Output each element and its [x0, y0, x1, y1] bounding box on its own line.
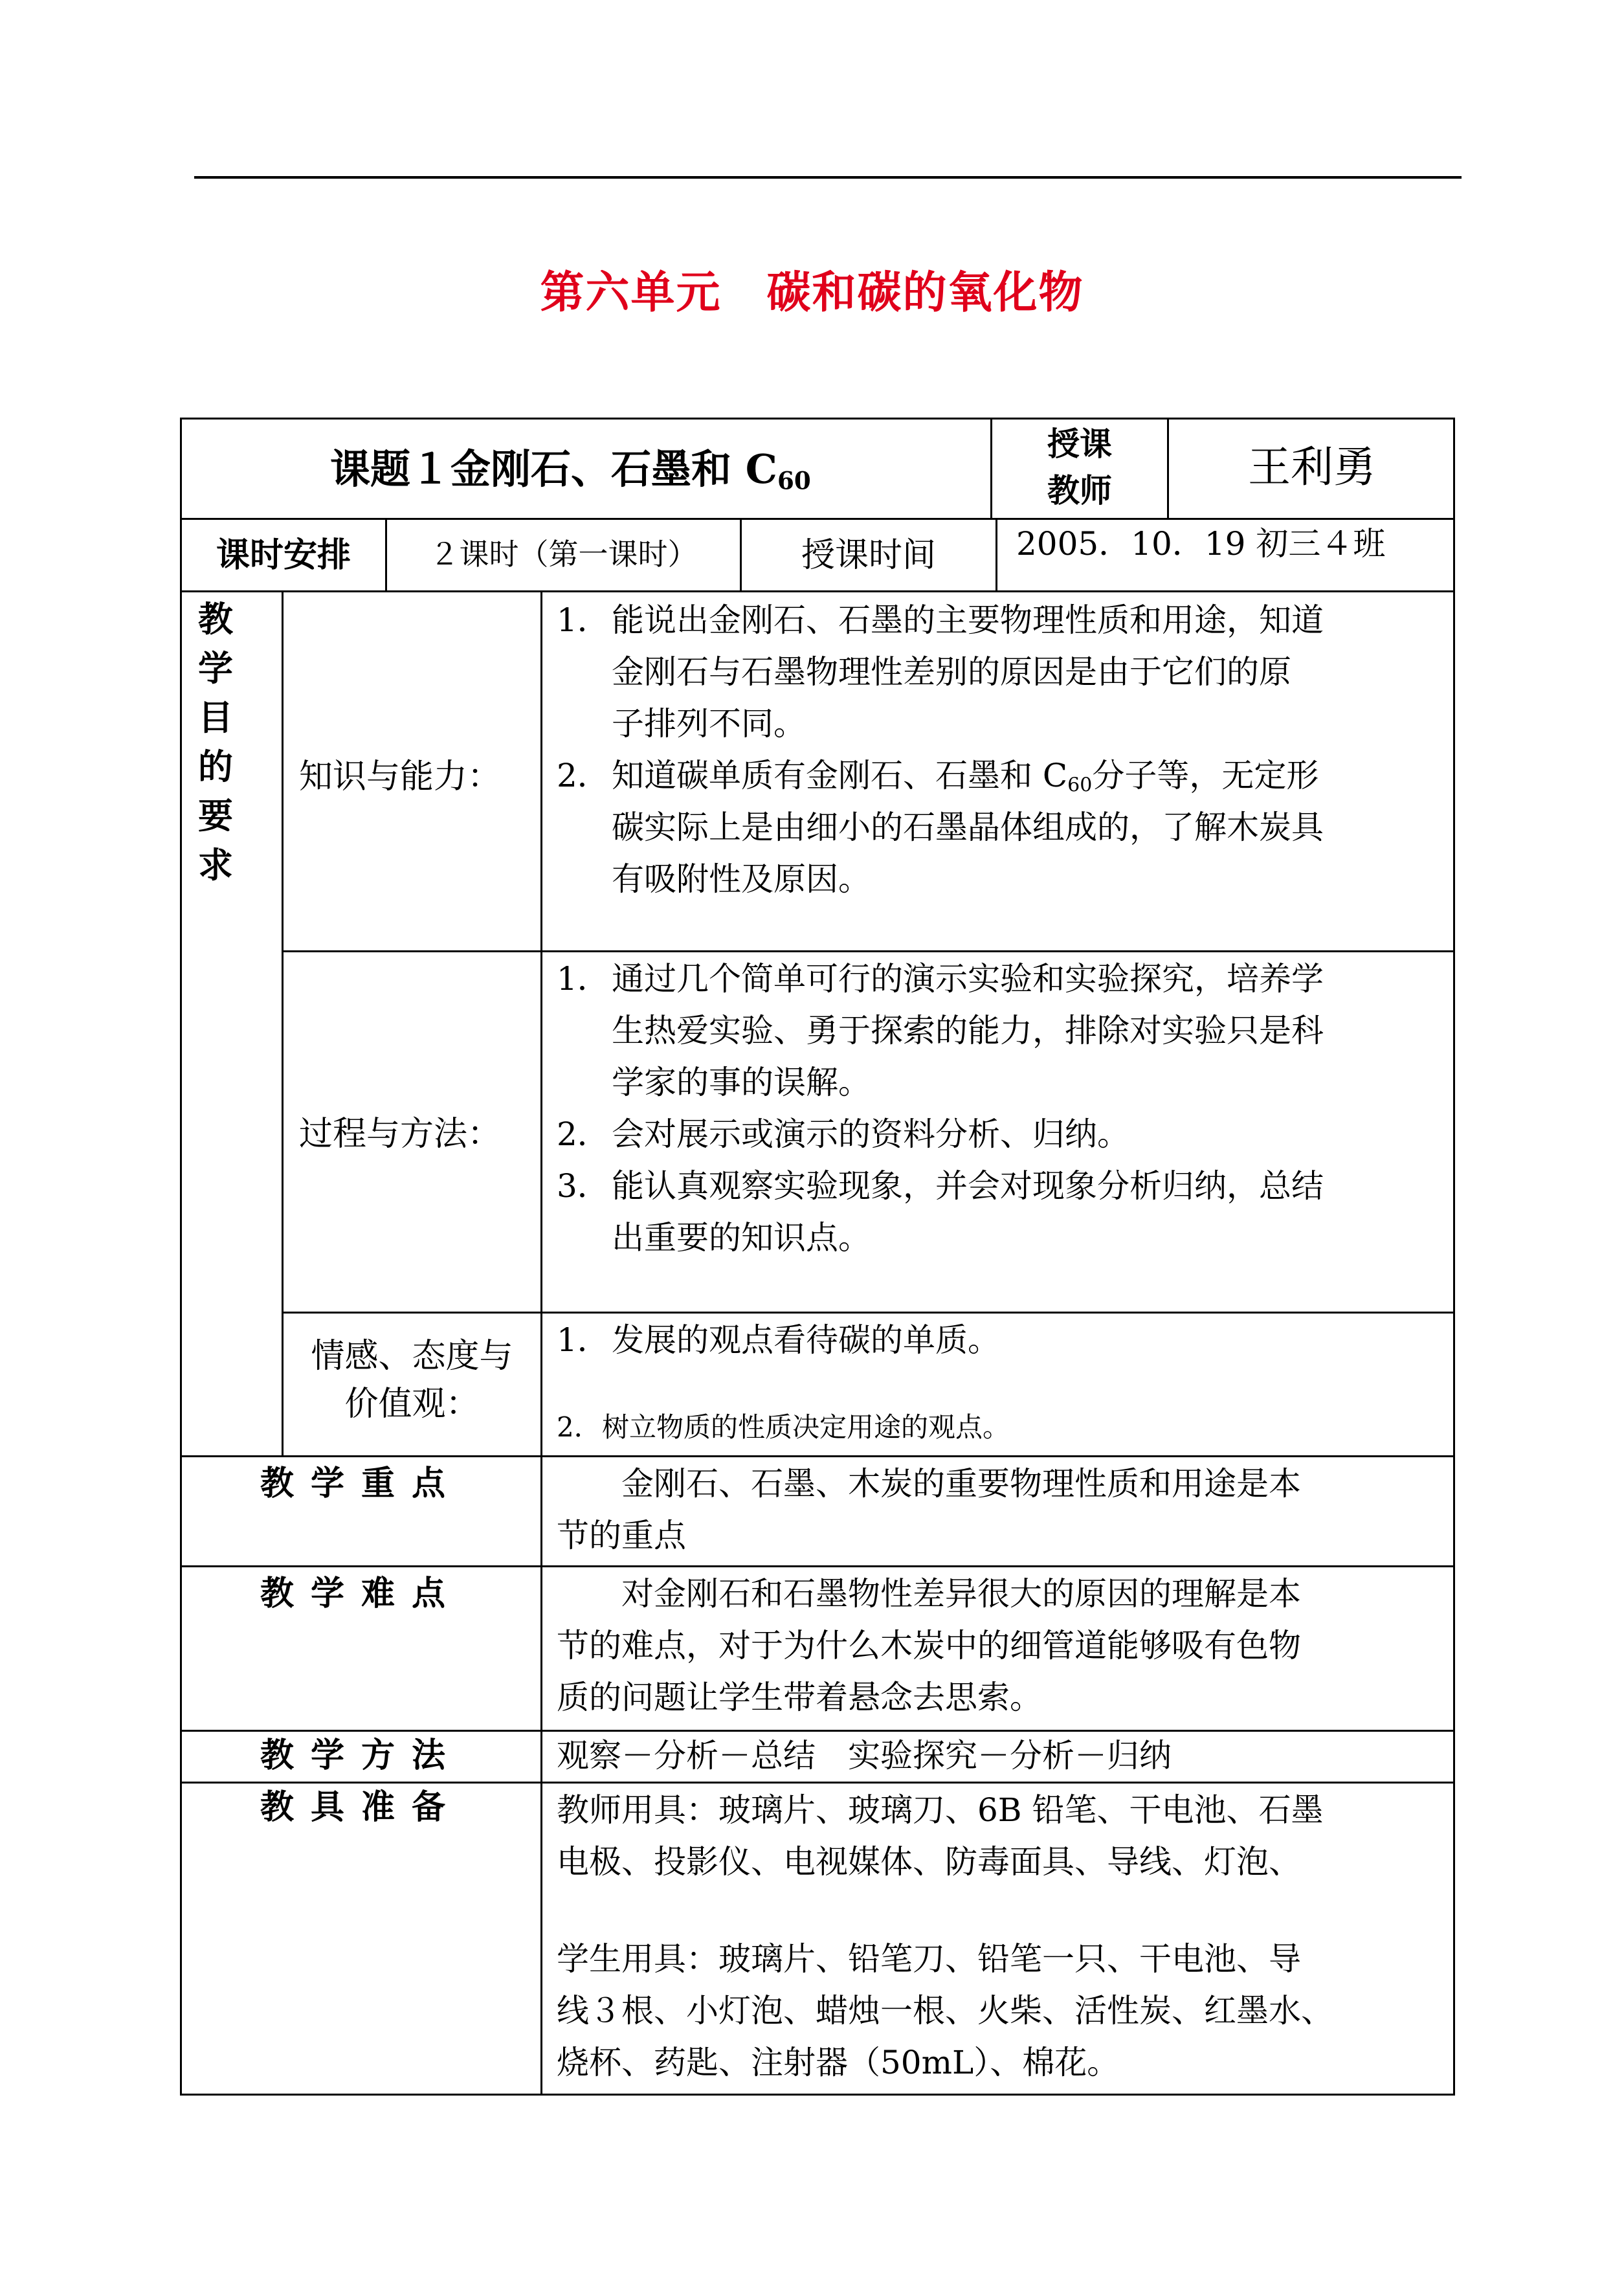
row-divider: [282, 950, 1455, 952]
key-points-text: [557, 1458, 1443, 1561]
para-line: 节的重点: [557, 1517, 686, 1554]
schedule-label: 课时安排: [216, 535, 351, 575]
item-number: 2．: [557, 1411, 601, 1443]
emotion-item: [557, 1314, 1443, 1366]
objectives-label-char: 学: [198, 647, 233, 689]
row-divider: [180, 590, 1455, 592]
difficulties-text: [557, 1568, 1443, 1723]
page-title: 第六单元 碳和碳的氧化物: [540, 267, 1084, 319]
process-item: [557, 953, 1443, 1108]
teacher-label-line1: 授课: [1047, 425, 1112, 463]
item-number: 3．: [557, 1167, 610, 1205]
process-item: [557, 1108, 1443, 1160]
emotion-item: [557, 1405, 1443, 1450]
emotion-label: [284, 1332, 540, 1428]
item-subscript: 60: [1067, 774, 1093, 797]
para-line: 烧杯、药匙、注射器（50mL）、棉花。: [557, 2044, 1120, 2081]
para-line: 金刚石、石墨、木炭的重要物理性质和用途是本: [557, 1465, 1301, 1503]
objectives-section-label: [196, 594, 235, 889]
key-points-label: 教学重点: [260, 1464, 462, 1503]
item-line: 子排列不同。: [612, 705, 806, 743]
item-number: 2．: [557, 757, 610, 794]
para-line: 节的难点，对于为什么木炭中的细管道能够吸有色物: [557, 1627, 1301, 1664]
lesson-title-text: 课题１金刚石、石墨和 C: [330, 445, 777, 493]
time-value: 2005．10．19 初三４班: [1016, 525, 1386, 563]
objectives-label-char: 求: [198, 844, 233, 886]
knowledge-label: 知识与能力：: [299, 757, 502, 796]
lesson-title-subscript: 60: [777, 466, 811, 495]
item-line: 金刚石与石墨物理性差别的原因是由于它们的原: [612, 653, 1291, 691]
teacher-name: 王利勇: [1248, 442, 1376, 492]
col-divider: [282, 590, 284, 1457]
item-line: 有吸附性及原因。: [612, 860, 871, 898]
student-tools-text: [557, 1933, 1443, 2088]
row-divider: [180, 1455, 1455, 1457]
item-line: 能认真观察实验现象，并会对现象分析归纳，总结: [612, 1167, 1324, 1205]
objectives-label-char: 目: [198, 697, 233, 738]
para-line: 电极、投影仪、电视媒体、防毒面具、导线、灯泡、: [557, 1843, 1301, 1881]
knowledge-item: [557, 750, 1443, 905]
para-line: 教师用具：玻璃片、玻璃刀、6B 铅笔、干电池、石墨: [557, 1791, 1324, 1829]
item-line: 会对展示或演示的资料分析、归纳。: [612, 1115, 1129, 1153]
item-line: 碳实际上是由细小的石墨晶体组成的，了解木炭具: [612, 809, 1324, 846]
teacher-label: [992, 421, 1167, 514]
process-item: [557, 1160, 1443, 1264]
row-divider: [282, 1312, 1455, 1314]
item-number: 2．: [557, 1115, 610, 1153]
header-rule: [194, 176, 1462, 179]
item-line: 树立物质的性质决定用途的观点。: [602, 1411, 1010, 1443]
para-line: 学生用具：玻璃片、铅笔刀、铅笔一只、干电池、导: [557, 1940, 1301, 1978]
emotion-label-line2: 价值观：: [344, 1385, 480, 1424]
methods-text: 观察－分析－总结 实验探究－分析－归纳: [557, 1737, 1172, 1774]
teacher-tools-text: [557, 1784, 1443, 1888]
item-line: 知道碳单质有金刚石、石墨和 C: [612, 757, 1068, 794]
item-line: 出重要的知识点。: [612, 1219, 871, 1257]
item-line: 发展的观点看待碳的单质。: [612, 1321, 1000, 1359]
objectives-label-char: 要: [198, 795, 233, 836]
col-divider: [996, 518, 997, 592]
time-label: 授课时间: [801, 536, 936, 575]
item-line: 生热爱实验、勇于探索的能力，排除对实验只是科: [612, 1012, 1324, 1049]
para-line: 线３根、小灯泡、蜡烛一根、火柴、活性炭、红墨水、: [557, 1992, 1333, 2030]
process-label: 过程与方法：: [299, 1115, 502, 1154]
item-line: 学家的事的误解。: [612, 1064, 871, 1101]
knowledge-item: [557, 594, 1443, 750]
difficulties-label: 教学难点: [260, 1574, 462, 1613]
tools-label: 教具准备: [260, 1787, 462, 1827]
para-line: 质的问题让学生带着悬念去思索。: [557, 1679, 1042, 1716]
teacher-label-line2: 教师: [1047, 471, 1112, 509]
item-line: 通过几个简单可行的演示实验和实验探究，培养学: [612, 960, 1324, 998]
lesson-title: [330, 440, 811, 498]
methods-label: 教学方法: [260, 1736, 462, 1775]
item-line: 能说出金刚石、石墨的主要物理性质和用途，知道: [612, 601, 1324, 639]
item-number: 1．: [557, 601, 610, 639]
emotion-label-line1: 情感、态度与: [311, 1337, 513, 1376]
schedule-value: ２课时（第一课时）: [429, 537, 698, 572]
item-number: 1．: [557, 960, 610, 998]
objectives-label-char: 教: [198, 598, 233, 640]
objectives-label-char: 的: [198, 746, 233, 787]
col-divider: [540, 590, 542, 2096]
row-divider: [180, 1565, 1455, 1567]
item-line: 分子等，无定形: [1092, 757, 1319, 794]
para-line: 对金刚石和石墨物性差异很大的原因的理解是本: [557, 1575, 1301, 1613]
item-number: 1．: [557, 1321, 610, 1359]
